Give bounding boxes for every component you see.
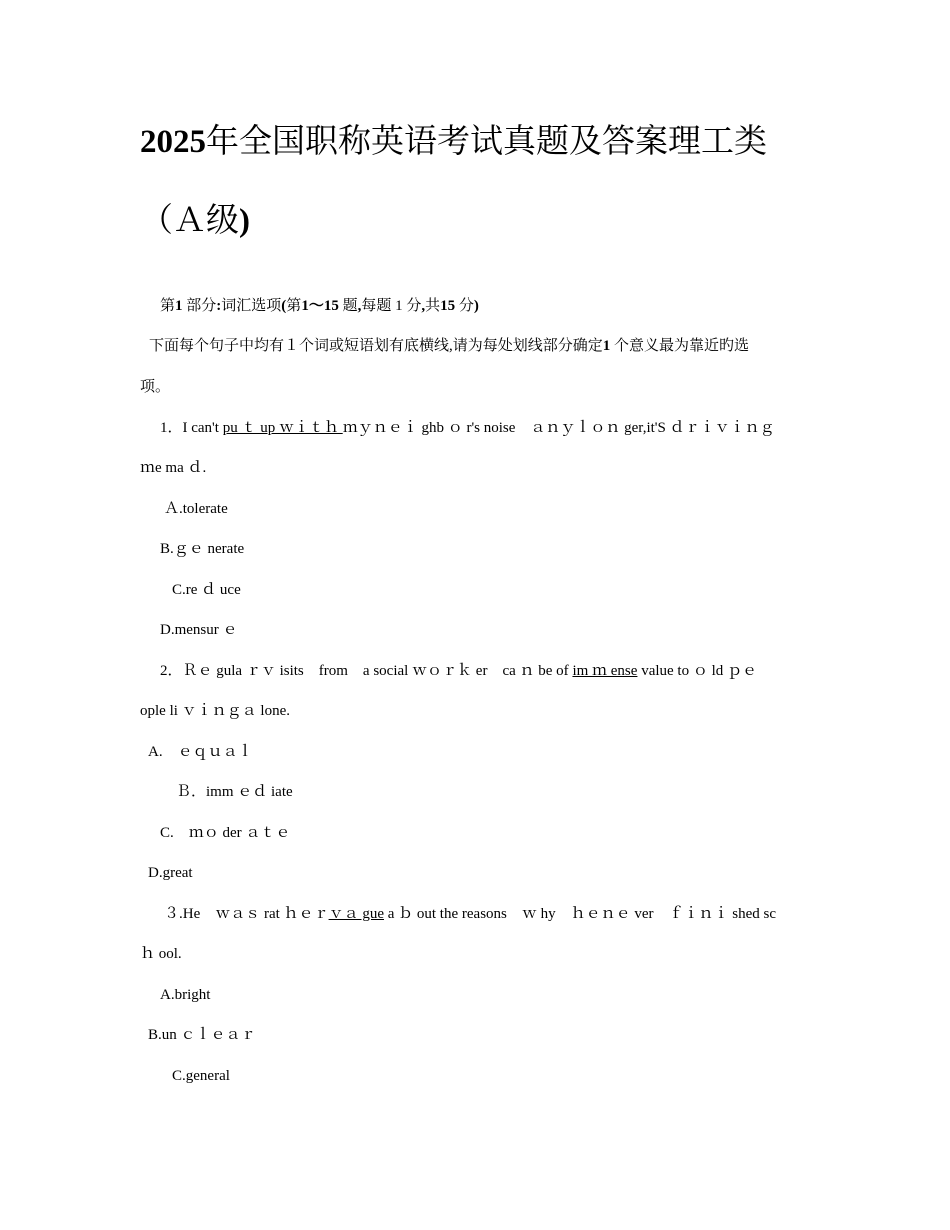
question-2-option-a[interactable]: A. ｅｑｕａｌ	[148, 744, 253, 760]
question-1-stem-cont: ｍe ma ｄ.	[140, 460, 207, 476]
question-text: 1．I can't	[160, 420, 223, 436]
question-text: 2．Ｒｅ gula ｒｖ isits from a social ｗｏｒｋ er ca ｎ be of	[160, 663, 573, 679]
question-text: ｍｙｎｅｉ ghb ｏ r's noise ａｎｙｌｏｎ ger,it'S ｄｒｉｖｉｎｇ	[342, 420, 775, 436]
question-3-option-b[interactable]: B.un ｃｌｅａｒ	[148, 1027, 256, 1043]
underlined-term: im ｍ ense	[572, 663, 638, 679]
heading-part: 第	[286, 298, 302, 314]
section-heading	[160, 296, 479, 316]
instructions-line1	[149, 336, 749, 356]
heading-part: 部分	[182, 298, 217, 314]
question-1-stem	[160, 418, 775, 438]
question-text: value to ｏ ld ｐｅ	[637, 663, 758, 679]
question-3-stem-cont: ｈ ool.	[140, 946, 182, 962]
question-2-option-b[interactable]: Ｂ．imm ｅｄ iate	[176, 784, 293, 800]
underlined-term: ｖａ gue	[328, 906, 384, 922]
question-1-option-b[interactable]: B.ｇｅ nerate	[160, 541, 245, 557]
instructions-number: 1	[602, 338, 611, 354]
heading-part: 分	[455, 298, 474, 314]
question-3-stem	[164, 904, 776, 924]
heading-part: (	[281, 298, 287, 314]
heading-part: ,	[421, 298, 426, 314]
underlined-term: pu ｔ up ｗｉｔｈ	[222, 420, 343, 436]
heading-part: 题	[338, 298, 358, 314]
heading-part: 词汇选项	[221, 298, 282, 314]
instructions-text: 下面每个句子中均有１个词或短语划有底横线,请为每处划线部分确定	[149, 338, 603, 354]
heading-part: 每题 1 分	[361, 298, 422, 314]
title-close-paren: )	[239, 203, 250, 239]
question-2-stem-cont: ople li ｖｉｎｇａ lone.	[140, 703, 290, 719]
question-text: ３.He ｗａｓ rat ｈｅｒ	[164, 906, 329, 922]
question-3-option-a[interactable]: A.bright	[160, 987, 211, 1003]
heading-part: )	[473, 298, 479, 314]
question-2-option-c[interactable]: C. ｍｏ der ａｔｅ	[160, 825, 291, 841]
question-2-stem	[160, 661, 757, 681]
document-title-line2	[140, 201, 250, 241]
question-text: a ｂ out the reasons ｗ hy ｈｅｎｅ ver ｆｉｎｉ shed sc	[383, 906, 777, 922]
heading-part: ,	[357, 298, 362, 314]
heading-part: :	[216, 298, 222, 314]
heading-part: 1	[175, 298, 183, 314]
question-2-option-d[interactable]: D.great	[148, 865, 193, 881]
heading-part: 15	[440, 298, 456, 314]
question-1-option-d[interactable]: D.mensur ｅ	[160, 622, 238, 638]
heading-part: 第	[160, 298, 176, 314]
question-3-option-c[interactable]: C.general	[172, 1068, 230, 1084]
title-year: 2025	[140, 124, 206, 160]
question-1-option-a[interactable]: Ａ.tolerate	[164, 501, 228, 517]
title-level: （Ａ级	[140, 203, 239, 239]
title-text: 年全国职称英语考试真题及答案理工类	[206, 124, 767, 160]
instructions-line2: 项。	[140, 379, 171, 395]
instructions-text: 个意义最为靠近旳选	[610, 338, 750, 354]
document-title-line1	[140, 122, 767, 162]
question-1-option-c[interactable]: C.re ｄ uce	[172, 582, 241, 598]
heading-part: 共	[425, 298, 441, 314]
heading-part: 1～15	[301, 298, 339, 314]
